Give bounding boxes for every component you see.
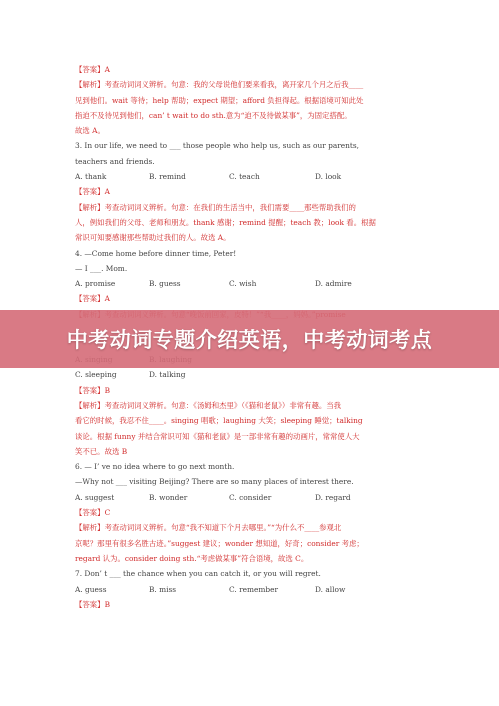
- question-text: teachers and friends.: [75, 156, 155, 166]
- explanation-line: 【解析】考查动词词义辨析。句意“我不知道下个月去哪里。”“为什么不____参观北: [75, 523, 342, 533]
- explanation-line: 【解析】考查动词词义辨析。句意：我的父母说他们要来看我，离开家几个月之后我____: [75, 80, 364, 90]
- option: A. thank: [75, 172, 107, 182]
- question-3: 3. In our life, we need to ___ those people who help us, such as our parents,: [75, 141, 360, 151]
- question-7-options: [75, 582, 425, 597]
- question-text: — I ___. Mom.: [75, 263, 128, 273]
- option: D. look: [315, 172, 342, 182]
- answer-line: 【答案】C: [75, 508, 111, 518]
- explanation-line: 指迫不及待见到他们，can’ t wait to do sth.意为“迫不及待做某事”，为固定搭配。: [75, 110, 352, 120]
- option: C. remember: [229, 584, 279, 594]
- answer-line: 【答案】A: [75, 65, 110, 74]
- option: A. guess: [75, 584, 107, 594]
- explanation-line: 故选 A。: [75, 126, 105, 136]
- option: C. sleeping: [75, 370, 117, 380]
- option: C. consider: [229, 492, 272, 502]
- answer-line: 【答案】A: [75, 187, 110, 197]
- explanation-line: 谈论。根据 funny 并结合常识可知《猫和老鼠》是一部非常有趣的动画片，常常使人大: [75, 431, 360, 441]
- question-6: 6. — I’ ve no idea where to go next month.: [75, 462, 235, 472]
- question-6-options: [75, 490, 425, 505]
- option: D. admire: [315, 279, 352, 289]
- option: B. wonder: [149, 492, 188, 502]
- question-4: 4. —Come home before dinner time, Peter!: [75, 248, 237, 258]
- question-5-options-row2: [75, 367, 425, 382]
- title-banner: [0, 310, 499, 368]
- answer-line: 【答案】B: [75, 385, 110, 395]
- explanation-line: 【解析】考查动词词义辨析。句意：在我们的生活当中，我们需要____那些帮助我们的: [75, 202, 356, 212]
- answer-line: 【答案】A: [75, 294, 110, 304]
- option: D. talking: [149, 370, 186, 380]
- explanation-line: 看它的时候，我忍不住____。singing 唱歌；laughing 大笑；sleeping 睡觉；talking: [75, 416, 363, 426]
- option: C. teach: [229, 172, 260, 182]
- question-3-options: [75, 169, 425, 184]
- option: B. miss: [149, 584, 177, 594]
- explanation-line: 【解析】考查动词词义辨析。句意：《汤姆和杰里》（《猫和老鼠》）非常有趣。当我: [75, 400, 342, 410]
- option: D. allow: [315, 584, 346, 594]
- explanation-line: 京呢？那里有很多名胜古迹。”suggest 建议；wonder 想知道，好奇；consider 考虑；: [75, 538, 364, 548]
- option: B. guess: [149, 279, 181, 289]
- option: A. suggest: [75, 492, 115, 502]
- explanation-line: regard 认为。consider doing sth.“考虑做某事”符合语境，故选 C。: [75, 553, 309, 563]
- option: C. wish: [229, 279, 257, 289]
- option: D. regard: [315, 492, 351, 502]
- explanation-line: 见到他们。wait 等待；help 帮助；expect 期望；afford 负担得起。根据语境可知此处: [75, 95, 364, 105]
- explanation-line: 笑不已。故选 B: [75, 446, 128, 456]
- explanation-line: 人，例如我们的父母、老师和朋友。thank 感谢；remind 提醒；teach 教；look 看。根据: [75, 217, 376, 227]
- question-4-options: [75, 276, 425, 291]
- option: A. promise: [75, 279, 116, 289]
- answer-line: 【答案】B: [75, 599, 110, 609]
- option: B. remind: [149, 172, 186, 182]
- banner-title: 中考动词专题介绍英语，中考动词考点: [66, 328, 433, 352]
- explanation-line: 常识可知要感谢那些帮助过我们的人。故选 A。: [75, 233, 231, 243]
- question-7: 7. Don’ t ___ the chance when you can catch it, or you will regret.: [75, 569, 321, 579]
- question-text: —Why not ___ visiting Beijing? There are so many places of interest there.: [75, 477, 354, 487]
